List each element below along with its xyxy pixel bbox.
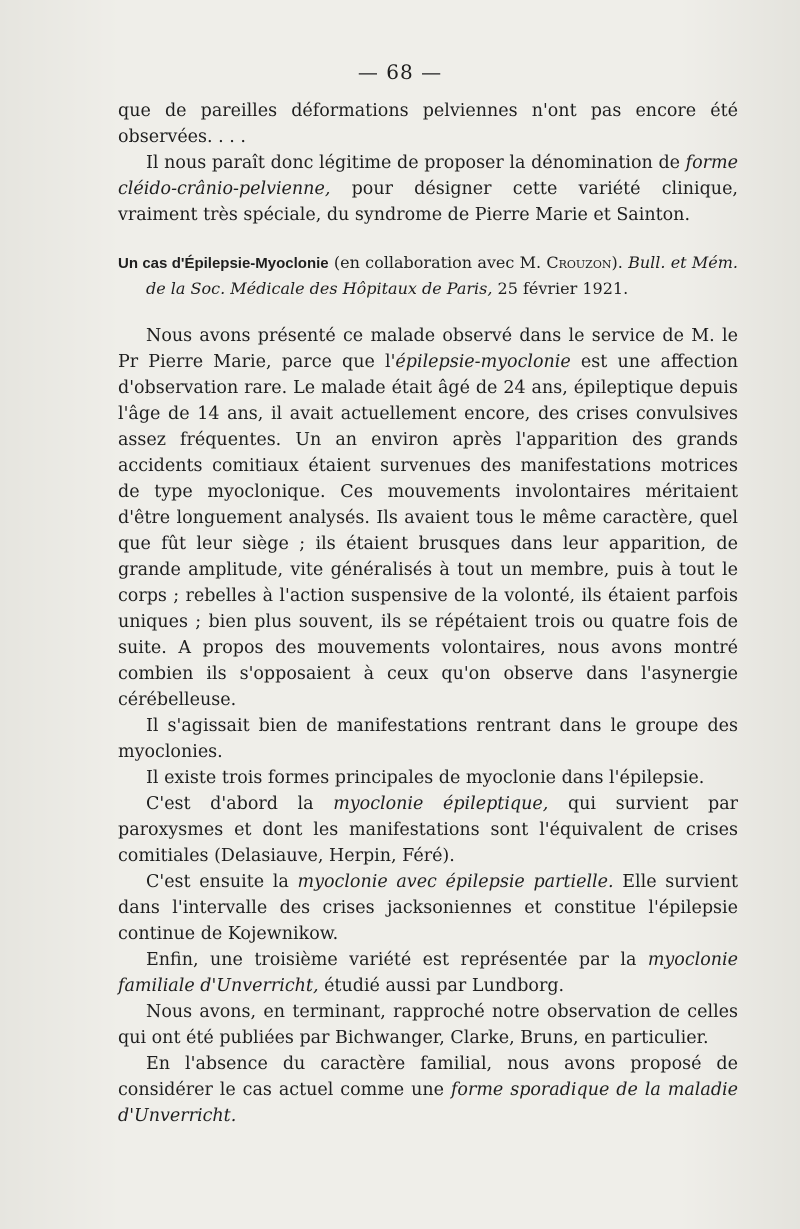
paragraph: que de pareilles déformations pelviennes n'ont pas encore été observées. . . . — [118, 101, 738, 147]
reference-journal: Bull. et Mém. de la Soc. Médicale des Hôpitaux de Paris, — [146, 253, 738, 298]
paragraph: Nous avons présenté ce malade observé dans le service de M. le Pr Pierre Marie, parce que l'épilepsie-myoclonie est une affection d'observation rare. Le malade était âgé de 24 ans, épileptique depuis l'âge de 14 ans, il avait actuellement encore, des crises convulsives assez fréquentes. Un an environ après l'apparition des grands accidents comitiaux étaient survenues des manifestations motrices de type myoclonique. Ces mouvements involontaires méritaient d'être longuement analysés. Ils avaient tous le même caractère, quel que fût leur siège ; ils étaient brusques dans leur apparition, de grande amplitude, vite généralisés à tout un membre, puis à tout le corps ; rebelles à l'action suspensive de la volonté, ils étaient parfois uniques ; bien plus souvent, ils se répétaient trois ou quatre fois de suite. A propos des mouvements volontaires, nous avons montré combien ils s'opposaient à ceux qu'on observe dans l'asynergie cérébelleuse. — [118, 326, 738, 710]
paragraph: Il existe trois formes principales de myoclonie dans l'épilepsie. — [146, 768, 705, 788]
text-column — [118, 98, 738, 1129]
paragraph: En l'absence du caractère familial, nous avons proposé de considérer le cas actuel comme une forme sporadique de la maladie d'Unverricht. — [118, 1054, 738, 1126]
paragraph: C'est ensuite la myoclonie avec épilepsie partielle. Elle survient dans l'intervalle des crises jacksoniennes et constitue l'épilepsie continue de Kojewnikow. — [118, 872, 739, 944]
page-number: — 68 — — [357, 60, 443, 84]
reference-entry: Un cas d'Épilepsie-Myoclonie (en collaboration avec M. Crouzon). Bull. et Mém. de la Soc. Médicale des Hôpitaux de Paris, 25 février 1921. — [118, 253, 738, 298]
paragraph: Il nous paraît donc légitime de proposer la dénomination de forme cléido-crânio-pelvienne, pour désigner cette variété clinique, vraiment très spéciale, du syndrome de Pierre Marie et Sainton. — [118, 153, 738, 225]
reference-title: Un cas d'Épilepsie-Myoclonie — [118, 255, 329, 272]
spacer — [118, 301, 738, 323]
paragraph: Enfin, une troisième variété est représentée par la myoclonie familiale d'Unverricht, étudié aussi par Lundborg. — [118, 950, 738, 996]
paragraph: Il s'agissait bien de manifestations rentrant dans le groupe des myoclonies. — [118, 716, 738, 762]
spacer — [118, 228, 738, 250]
paragraph: Nous avons, en terminant, rapproché notre observation de celles qui ont été publiées par Bichwanger, Clarke, Bruns, en particulier. — [118, 1002, 738, 1048]
paragraph: C'est d'abord la myoclonie épileptique, qui survient par paroxysmes et dont les manifestations sont l'équivalent de crises comitiales (Delasiauve, Herpin, Féré). — [118, 794, 738, 866]
